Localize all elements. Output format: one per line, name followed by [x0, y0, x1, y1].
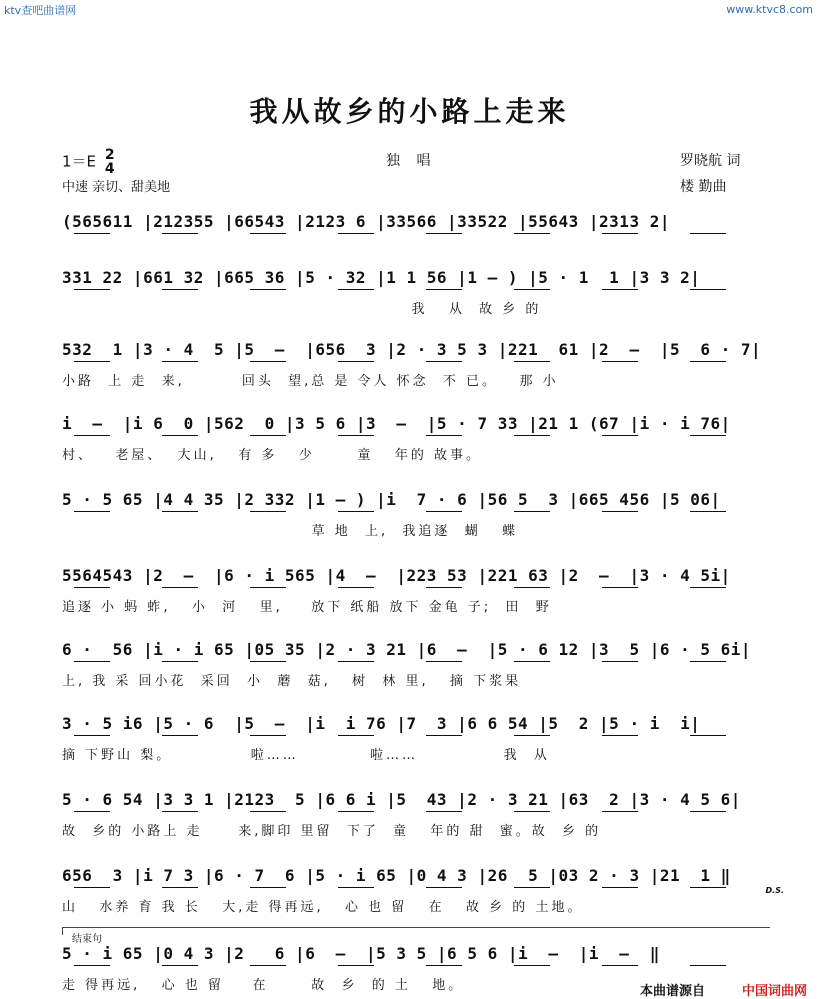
beam-line	[602, 887, 638, 888]
beam-line	[690, 811, 726, 812]
beam-line	[426, 587, 462, 588]
beam-line	[250, 735, 286, 736]
beam-line	[426, 887, 462, 888]
notation-row: 5 · 6 54 |3 3 1 |2123 5 |6 6 i |5 43 |2 · 3 21 |63 2 |3 · 4 5 6|	[62, 790, 741, 809]
beam-line	[74, 361, 110, 362]
score-line	[62, 790, 770, 839]
lyric-row: 草 地 上, 我追逐 蝴 蝶	[62, 524, 519, 539]
key-text: 1＝E	[62, 152, 97, 171]
notation-row: 5564543 |2 – |6 · i 565 |4 – |223 53 |221 63 |2 – |3 · 4 5i|	[62, 566, 731, 585]
notation-row: 5 · i 65 |0 4 3 |2 6 |6 – |5 3 5 |6 5 6 |i – |i – ‖	[62, 944, 660, 963]
beam-line	[74, 811, 110, 812]
score-line	[62, 714, 770, 763]
beam-line	[426, 661, 462, 662]
beam-line	[514, 965, 550, 966]
ending-bracket-tick	[62, 927, 63, 935]
beam-line	[602, 811, 638, 812]
lyric-row: 摘 下野山 梨。 啦…… 啦…… 我 从	[62, 748, 550, 763]
tempo-marking: 中速 亲切、甜美地	[62, 180, 171, 195]
watermark-left: ktv查吧曲谱网	[4, 4, 77, 17]
footer-source-label: 本曲谱源自	[640, 984, 706, 999]
score-line	[62, 866, 784, 915]
beam-line	[338, 435, 374, 436]
beam-line	[74, 661, 110, 662]
beam-line	[426, 965, 462, 966]
song-title: 我从故乡的小路上走来	[249, 95, 570, 128]
beam-line	[250, 887, 286, 888]
beam-line	[74, 511, 110, 512]
composer: 楼 勤曲	[680, 179, 727, 195]
beam-line	[74, 435, 110, 436]
lyric-row: 故 乡的 小路上 走 来,脚印 里留 下了 童 年的 甜 蜜。故 乡 的	[62, 824, 602, 839]
beam-line	[74, 735, 110, 736]
lyric-row: 小路 上 走 来, 回头 望,总 是 令人 怀念 不 已。 那 小	[62, 374, 559, 389]
beam-line	[250, 587, 286, 588]
beam-line	[162, 661, 198, 662]
time-top: 2	[104, 147, 115, 163]
beam-line	[162, 965, 198, 966]
beam-line	[690, 233, 726, 234]
beam-line	[690, 661, 726, 662]
beam-line	[338, 735, 374, 736]
notation-row: 3 · 5 i6 |5 · 6 |5 – |i i 76 |7 3 |6 6 54 |5 2 |5 · i i|	[62, 714, 701, 733]
beam-line	[74, 887, 110, 888]
beam-line	[250, 661, 286, 662]
beam-line	[602, 435, 638, 436]
score-line	[62, 340, 770, 389]
beam-line	[690, 887, 726, 888]
beam-line	[426, 361, 462, 362]
score-line	[62, 640, 770, 689]
performance-mode: 独 唱	[386, 153, 437, 169]
beam-line	[250, 361, 286, 362]
beam-line	[690, 361, 726, 362]
key-signature	[62, 148, 115, 176]
lyric-row: 我 从 故 乡 的	[62, 302, 542, 317]
score-line	[62, 490, 770, 539]
notation-row: 656 3 |i 7 3 |6 · 7 6 |5 · i 65 |0 4 3 |26 5 |03 2 · 3 |21 1 ‖	[62, 866, 731, 885]
beam-line	[514, 289, 550, 290]
score-line	[62, 566, 770, 615]
time-signature	[105, 148, 115, 176]
beam-line	[162, 289, 198, 290]
beam-line	[162, 587, 198, 588]
beam-line	[338, 361, 374, 362]
beam-line	[602, 587, 638, 588]
lyricist: 罗晓航 词	[680, 153, 741, 169]
lyric-row: 村、 老屋、 大山, 有 多 少 童 年的 故事。	[62, 448, 483, 463]
beam-line	[514, 887, 550, 888]
beam-line	[74, 587, 110, 588]
beam-line	[602, 965, 638, 966]
beam-line	[690, 587, 726, 588]
beam-line	[690, 435, 726, 436]
score-line	[62, 414, 770, 463]
beam-line	[162, 811, 198, 812]
beam-line	[250, 289, 286, 290]
lyric-row: 追逐 小 蚂 蚱, 小 河 里, 放下 纸船 放下 金龟 子; 田 野	[62, 600, 552, 615]
beam-line	[338, 811, 374, 812]
beam-line	[426, 435, 462, 436]
notation-row: 331 22 |661 32 |665 36 |5 · 32 |1 1 56 |1 – ) |5 · 1 1 |3 3 2|	[62, 268, 701, 287]
lyric-row: 走 得再远, 心 也 留 在 故 乡 的 土 地。	[62, 978, 465, 993]
beam-line	[162, 361, 198, 362]
beam-line	[514, 811, 550, 812]
score-line	[62, 268, 770, 317]
beam-line	[602, 289, 638, 290]
beam-line	[250, 965, 286, 966]
beam-line	[250, 233, 286, 234]
beam-line	[514, 361, 550, 362]
beam-line	[690, 289, 726, 290]
beam-line	[162, 435, 198, 436]
beam-line	[74, 233, 110, 234]
ending-bracket-line	[62, 927, 770, 928]
beam-line	[338, 965, 374, 966]
beam-line	[426, 811, 462, 812]
beam-line	[690, 735, 726, 736]
beam-line	[426, 289, 462, 290]
beam-line	[338, 887, 374, 888]
notation-row: i – |i 6 0 |562 0 |3 5 6 |3 – |5 · 7 33 |21 1 (67 |i · i 76|	[62, 414, 731, 433]
ending-label: 结束句	[72, 934, 102, 945]
beam-line	[514, 661, 550, 662]
time-bottom: 4	[104, 161, 115, 177]
beam-line	[602, 361, 638, 362]
beam-line	[514, 233, 550, 234]
beam-line	[250, 511, 286, 512]
notation-row: (565611 |212355 |66543 |2123 6 |33566 |33522 |55643 |2313 2|	[62, 212, 670, 231]
beam-line	[338, 511, 374, 512]
beam-line	[250, 811, 286, 812]
watermark-right[interactable]: www.ktvc8.com	[726, 3, 813, 16]
beam-line	[250, 435, 286, 436]
beam-line	[74, 289, 110, 290]
lyric-row: 上, 我 采 回小花 采回 小 蘑 菇, 树 林 里, 摘 下浆果	[62, 674, 522, 689]
beam-line	[338, 587, 374, 588]
ds-mark: D.S.	[765, 886, 784, 895]
beam-line	[690, 965, 726, 966]
notation-row: 532 1 |3 · 4 5 |5 – |656 3 |2 · 3 5 3 |221 61 |2 – |5 6 · 7|	[62, 340, 762, 359]
beam-line	[338, 233, 374, 234]
notation-row: 5 · 5 65 |4 4 35 |2 332 |1 – ) |i 7 · 6 |56 5 3 |665 456 |5 06|	[62, 490, 721, 509]
beam-line	[74, 965, 110, 966]
beam-line	[426, 735, 462, 736]
beam-line	[602, 511, 638, 512]
beam-line	[426, 233, 462, 234]
beam-line	[338, 661, 374, 662]
beam-line	[162, 233, 198, 234]
beam-line	[514, 435, 550, 436]
beam-line	[602, 233, 638, 234]
lyric-row: 山 水养 育 我 长 大,走 得再远, 心 也 留 在 故 乡 的 土地。	[62, 900, 584, 915]
beam-line	[162, 511, 198, 512]
beam-line	[514, 511, 550, 512]
beam-line	[338, 289, 374, 290]
score-line	[62, 212, 770, 242]
beam-line	[426, 511, 462, 512]
beam-line	[514, 735, 550, 736]
notation-row: 6 · 56 |i · i 65 |05 35 |2 · 3 21 |6 – |5 · 6 12 |3 5 |6 · 5 6i|	[62, 640, 752, 659]
beam-line	[602, 735, 638, 736]
beam-line	[690, 511, 726, 512]
footer-site-link[interactable]: 中国词曲网	[742, 984, 808, 999]
beam-line	[514, 587, 550, 588]
beam-line	[162, 887, 198, 888]
beam-line	[602, 661, 638, 662]
beam-line	[162, 735, 198, 736]
